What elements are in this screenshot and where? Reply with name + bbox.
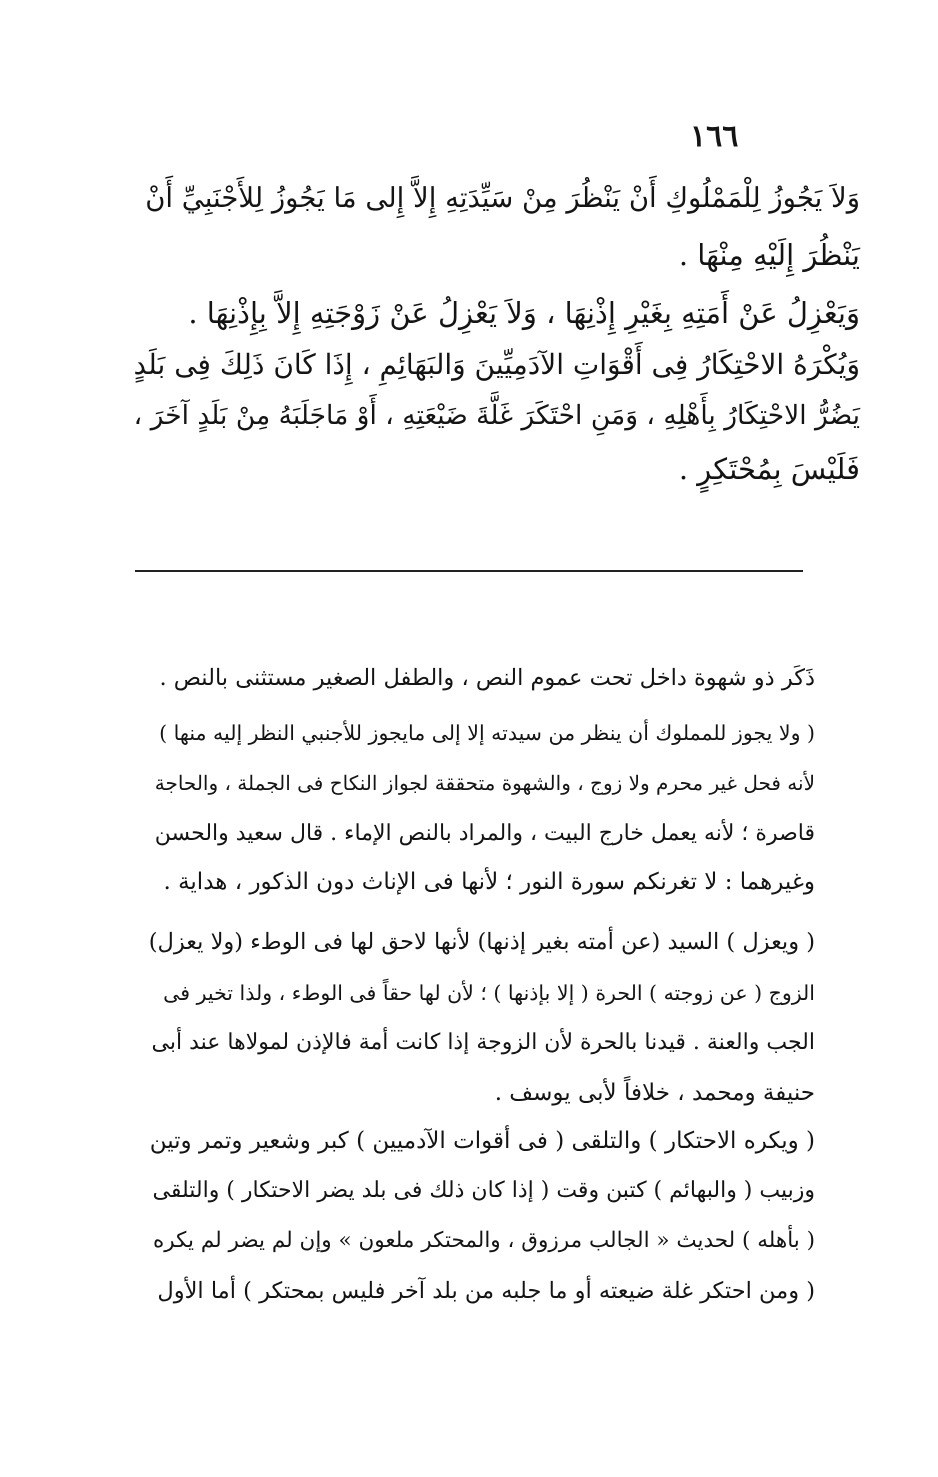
matn-line-6: فَلَيْسَ بِمُحْتَكِرٍ . bbox=[678, 452, 860, 486]
sharh-line-6: ( ويعزل ) السيد (عن أمته بغير إذنها) لأنها لاحق لها فى الوطء (ولا يعزل) bbox=[148, 929, 815, 955]
sharh-line-10: ( ويكره الاحتكار ) والتلقى ( فى أقوات الآدميين ) كبر وشعير وتمر وتين bbox=[149, 1128, 815, 1154]
sharh-line-3: لأنه فحل غير محرم ولا زوج ، والشهوة متحققة لجواز النكاح فى الجملة ، والحاجة bbox=[154, 771, 815, 795]
separator-rule bbox=[135, 570, 803, 572]
page-number: ١٦٦ bbox=[690, 119, 739, 154]
sharh-line-12: ( بأهله ) لحديث « الجالب مرزوق ، والمحتكر ملعون » وإن لم يضر لم يكره bbox=[153, 1228, 815, 1253]
sharh-line-4: قاصرة ؛ لأنه يعمل خارج البيت ، والمراد بالنص الإماء . قال سعيد والحسن bbox=[154, 821, 815, 846]
matn-line-2: يَنْظُرَ إِلَيْهِ مِنْهَا . bbox=[678, 238, 860, 272]
sharh-line-5: وغيرهما : لا تغرنكم سورة النور ؛ لأنها فى الإناث دون الذكور ، هداية . bbox=[163, 869, 815, 895]
sharh-line-9: حنيفة ومحمد ، خلافاً لأبى يوسف . bbox=[494, 1080, 815, 1106]
sharh-line-11: وزبيب ( والبهائم ) كتبن وقت ( إذا كان ذلك فى بلد يضر الاحتكار ) والتلقى bbox=[152, 1178, 815, 1203]
sharh-line-8: الجب والعنة . قيدنا بالحرة لأن الزوجة إذا كانت أمة فالإذن لمولاها عند أبى bbox=[151, 1030, 815, 1055]
sharh-line-1: ذَكَر ذو شهوة داخل تحت عموم النص ، والطفل الصغير مستثنى بالنص . bbox=[159, 665, 815, 691]
sharh-line-13: ( ومن احتكر غلة ضيعته أو ما جلبه من بلد آخر فليس بمحتكر ) أما الأول bbox=[157, 1278, 815, 1304]
sharh-line-2: ( ولا يجوز للمملوك أن ينظر من سيدته إلا إلى مايجوز للأجنبي النظر إليه منها ) bbox=[159, 721, 815, 745]
matn-line-1: وَلاَ يَجُوزُ لِلْمَمْلُوكِ أَنْ يَنْظُرَ مِنْ سَيِّدَتِهِ إِلاَّ إِلى مَا يَجُوزُ لِلأَجْنَبِيِّ أَنْ bbox=[145, 182, 860, 214]
matn-line-5: يَضُرُّ الاحْتِكَارُ بِأَهْلِهِ ، وَمَنِ احْتَكَرَ غَلَّةَ ضَيْعَتِهِ ، أَوْ مَاجَلَبَهُ مِنْ بَلَدٍ آخَرَ ، bbox=[133, 400, 860, 431]
sharh-line-7: الزوج ( عن زوجته ) الحرة ( إلا بإذنها ) ؛ لأن لها حقاً فى الوطء ، ولذا تخير فى bbox=[163, 981, 815, 1005]
matn-line-3: وَيَعْزِلُ عَنْ أَمَتِهِ بِغَيْرِ إِذْنِهَا ، وَلاَ يَعْزِلُ عَنْ زَوْجَتِهِ إِلاَّ بِإِذْنِهَا . bbox=[188, 296, 860, 330]
matn-line-4: وَيُكْرَهُ الاحْتِكَارُ فِى أَقْوَاتِ الآدَمِيِّينَ وَالبَهَائِمِ ، إِذَا كَانَ ذَلِكَ فِى بَلَدٍ bbox=[133, 348, 860, 381]
